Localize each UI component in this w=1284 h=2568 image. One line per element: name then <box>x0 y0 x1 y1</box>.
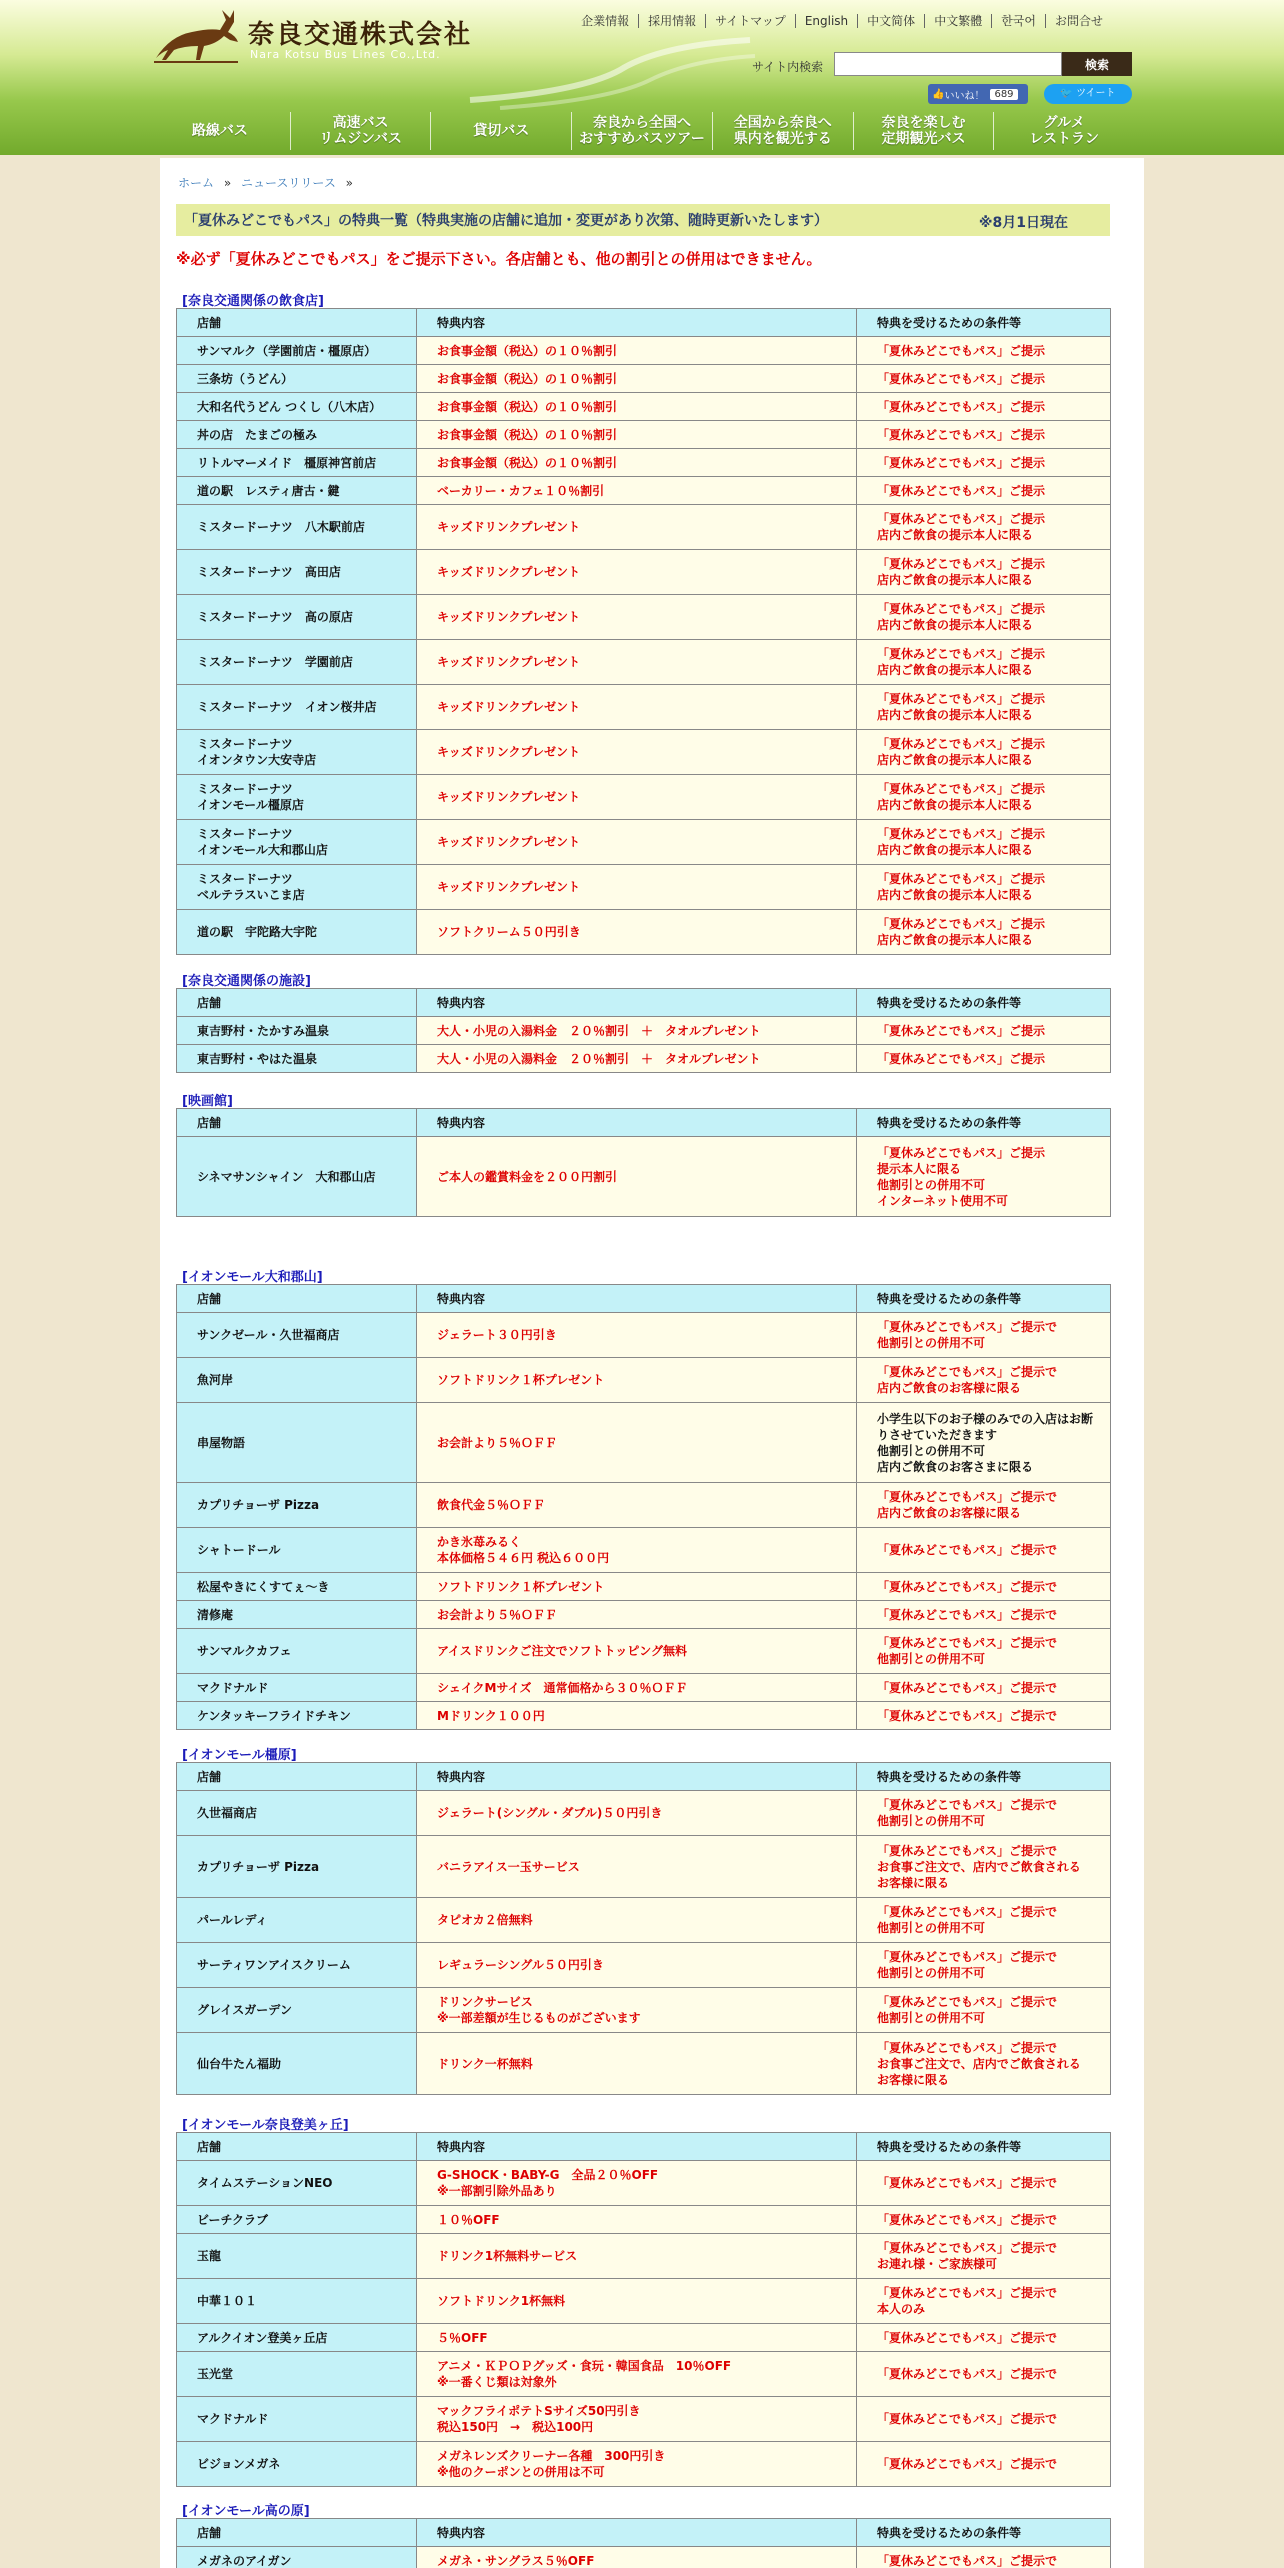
main-content <box>160 158 1144 2568</box>
table-row <box>177 2033 1111 2095</box>
table-row <box>177 1674 1111 1702</box>
benefit-cell: お食事金額（税込）の１０％割引 <box>417 421 857 449</box>
condition-cell: 「夏休みどこでもパス」ご提示 店内ご飲食の提示本人に限る <box>857 550 1111 595</box>
condition-cell: 「夏休みどこでもパス」ご提示で <box>857 2442 1111 2487</box>
store-cell: 道の駅 宇陀路大宇陀 <box>177 910 417 955</box>
store-cell: シネマサンシャイン 大和郡山店 <box>177 1137 417 1217</box>
section-title: [映画館] <box>182 1094 233 1109</box>
benefit-cell: ジェラート(シングル・ダブル)５０円引き <box>417 1791 857 1836</box>
benefit-cell: レギュラーシングル５０円引き <box>417 1943 857 1988</box>
table-row <box>177 910 1111 955</box>
store-cell: 三条坊（うどん） <box>177 365 417 393</box>
condition-cell: 「夏休みどこでもパス」ご提示で お食事ご注文で、店内でご飲食される お客様に限る <box>857 1836 1111 1898</box>
table-row <box>177 1483 1111 1528</box>
search-button[interactable]: 検索 <box>1062 52 1132 76</box>
header-benefit: 特典内容 <box>417 1285 857 1313</box>
top-link-traditional-chinese[interactable]: 中文繁體 <box>924 14 991 28</box>
top-link-contact[interactable]: お問合せ <box>1045 14 1112 28</box>
table-row <box>177 449 1111 477</box>
breadcrumb <box>178 174 359 191</box>
benefit-cell: 飲食代金５％ＯＦＦ <box>417 1483 857 1528</box>
benefit-cell: お食事金額（税込）の１０％割引 <box>417 337 857 365</box>
condition-cell: 「夏休みどこでもパス」ご提示 店内ご飲食の提示本人に限る <box>857 775 1111 820</box>
like-count: 689 <box>990 89 1017 100</box>
header-condition: 特典を受けるための条件等 <box>857 1285 1111 1313</box>
table-row <box>177 505 1111 550</box>
table-row <box>177 1313 1111 1358</box>
condition-cell: 「夏休みどこでもパス」ご提示 <box>857 477 1111 505</box>
store-cell: シャトードール <box>177 1528 417 1573</box>
table-row <box>177 775 1111 820</box>
twitter-bird-icon: 🐦 <box>1060 88 1073 99</box>
store-cell: ミスタードーナツ ベルテラスいこま店 <box>177 865 417 910</box>
benefit-cell: キッズドリンクプレゼント <box>417 505 857 550</box>
table-row <box>177 1988 1111 2033</box>
table-row <box>177 1017 1111 1045</box>
store-cell: ミスタードーナツ イオンモール橿原店 <box>177 775 417 820</box>
header-benefit: 特典内容 <box>417 1763 857 1791</box>
benefit-table <box>176 2132 1111 2487</box>
benefit-table <box>176 1108 1111 1217</box>
table-header-row <box>177 2519 1111 2547</box>
nav-route-bus[interactable]: 路線バス <box>191 123 248 139</box>
table-row <box>177 1358 1111 1403</box>
condition-cell: 「夏休みどこでもパス」ご提示 <box>857 337 1111 365</box>
top-link-simplified-chinese[interactable]: 中文简体 <box>857 14 924 28</box>
benefit-cell: Mドリンク１００円 <box>417 1702 857 1730</box>
section-title: [イオンモール大和郡山] <box>182 1270 323 1285</box>
benefit-table <box>176 1762 1111 2095</box>
header-benefit: 特典内容 <box>417 309 857 337</box>
notice-date: ※8月1日現在 <box>978 215 1068 231</box>
condition-cell: 「夏休みどこでもパス」ご提示で <box>857 2161 1111 2206</box>
nav-bus-tours[interactable]: 奈良から全国へ おすすめバスツアー <box>571 112 712 150</box>
table-row <box>177 1601 1111 1629</box>
section-title: [イオンモール橿原] <box>182 1748 297 1763</box>
table-row <box>177 595 1111 640</box>
table-header-row <box>177 309 1111 337</box>
tweet-button[interactable] <box>1044 84 1132 104</box>
benefit-cell: キッズドリンクプレゼント <box>417 730 857 775</box>
table-row <box>177 2547 1111 2568</box>
condition-cell: 「夏休みどこでもパス」ご提示で <box>857 2324 1111 2352</box>
top-links <box>572 14 1112 28</box>
table-row <box>177 1403 1111 1483</box>
condition-cell: 小学生以下のお子様のみでの入店はお断りさせていただきます 他割引との併用不可 店内ご飲食のお客さまに限る <box>857 1403 1111 1483</box>
company-name-en: Nara Kotsu Bus Lines Co.,Ltd. <box>250 48 441 61</box>
table-row <box>177 1528 1111 1573</box>
condition-cell: 「夏休みどこでもパス」ご提示で <box>857 1528 1111 1573</box>
notice-banner <box>176 204 1110 236</box>
condition-cell: 「夏休みどこでもパス」ご提示 店内ご飲食の提示本人に限る <box>857 640 1111 685</box>
store-cell: ミスタードーナツ イオン桜井店 <box>177 685 417 730</box>
benefit-cell: シェイクMサイズ 通常価格から３０％ＯＦＦ <box>417 1674 857 1702</box>
breadcrumb-home[interactable]: ホーム <box>178 176 215 190</box>
condition-cell: 「夏休みどこでもパス」ご提示 店内ご飲食の提示本人に限る <box>857 865 1111 910</box>
tweet-label: ツイート <box>1076 88 1116 99</box>
condition-cell: 「夏休みどこでもパス」ご提示 <box>857 421 1111 449</box>
breadcrumb-news[interactable]: ニュースリリース <box>241 176 336 190</box>
header-store: 店舗 <box>177 1285 417 1313</box>
benefit-cell: キッズドリンクプレゼント <box>417 685 857 730</box>
table-row <box>177 2279 1111 2324</box>
header-store: 店舗 <box>177 1109 417 1137</box>
table-row <box>177 2442 1111 2487</box>
top-link-korean[interactable]: 한국어 <box>991 14 1045 28</box>
store-cell: サンマルク（学園前店・橿原店） <box>177 337 417 365</box>
benefit-cell: タピオカ２倍無料 <box>417 1898 857 1943</box>
top-link-sitemap[interactable]: サイトマップ <box>705 14 795 28</box>
benefit-cell: メガネ・サングラス５％OFF <box>417 2547 857 2568</box>
store-cell: 大和名代うどん つくし（八木店） <box>177 393 417 421</box>
store-cell: マクドナルド <box>177 2397 417 2442</box>
table-row <box>177 2206 1111 2234</box>
condition-cell: 「夏休みどこでもパス」ご提示で <box>857 2206 1111 2234</box>
table-row <box>177 2161 1111 2206</box>
condition-cell: 「夏休みどこでもパス」ご提示で 他割引との併用不可 <box>857 1988 1111 2033</box>
benefit-cell: キッズドリンクプレゼント <box>417 865 857 910</box>
breadcrumb-separator: » <box>345 176 353 190</box>
header-benefit: 特典内容 <box>417 2133 857 2161</box>
header-condition: 特典を受けるための条件等 <box>857 1763 1111 1791</box>
condition-cell: 「夏休みどこでもパス」ご提示 店内ご飲食の提示本人に限る <box>857 910 1111 955</box>
benefit-table <box>176 2518 1111 2568</box>
table-header-row <box>177 1285 1111 1313</box>
condition-cell: 「夏休みどこでもパス」ご提示 <box>857 1017 1111 1045</box>
benefit-cell: キッズドリンクプレゼント <box>417 595 857 640</box>
condition-cell: 「夏休みどこでもパス」ご提示で お食事ご注文で、店内でご飲食される お客様に限る <box>857 2033 1111 2095</box>
table-row <box>177 477 1111 505</box>
notice-title: 「夏休みどこでもパス」の特典一覧（特典実施の店舗に追加・変更があり次第、随時更新いたします） <box>184 213 828 229</box>
store-cell: 魚河岸 <box>177 1358 417 1403</box>
store-cell: カプリチョーザ Pizza <box>177 1483 417 1528</box>
store-cell: ミスタードーナツ 高の原店 <box>177 595 417 640</box>
condition-cell: 「夏休みどこでもパス」ご提示 店内ご飲食の提示本人に限る <box>857 730 1111 775</box>
benefit-cell: ソフトドリンク１杯プレゼント <box>417 1358 857 1403</box>
store-cell: 中華１０１ <box>177 2279 417 2324</box>
store-cell: サンクゼール・久世福商店 <box>177 1313 417 1358</box>
header-store: 店舗 <box>177 1763 417 1791</box>
benefit-cell: ソフトクリーム５０円引き <box>417 910 857 955</box>
header-swoosh-decoration <box>460 30 760 110</box>
nav-gourmet[interactable]: グルメ レストラン <box>993 112 1134 150</box>
table-row <box>177 2397 1111 2442</box>
store-cell: 道の駅 レスティ唐古・鍵 <box>177 477 417 505</box>
store-cell: 仙台牛たん福助 <box>177 2033 417 2095</box>
site-header <box>0 0 1284 155</box>
table-header-row <box>177 989 1111 1017</box>
top-link-recruit[interactable]: 採用情報 <box>638 14 705 28</box>
header-condition: 特典を受けるための条件等 <box>857 2133 1111 2161</box>
company-logo[interactable] <box>150 6 500 62</box>
benefit-table <box>176 988 1111 1073</box>
top-link-english[interactable]: English <box>795 14 857 28</box>
table-row <box>177 640 1111 685</box>
condition-cell: 「夏休みどこでもパス」ご提示で 他割引との併用不可 <box>857 1943 1111 1988</box>
facebook-like-button[interactable] <box>928 84 1028 104</box>
nav-regular-tours[interactable]: 奈良を楽しむ 定期観光バス <box>853 112 994 150</box>
condition-cell: 「夏休みどこでもパス」ご提示で 他割引との併用不可 <box>857 1629 1111 1674</box>
section-title: [イオンモール奈良登美ヶ丘] <box>182 2118 349 2133</box>
store-cell: カプリチョーザ Pizza <box>177 1836 417 1898</box>
condition-cell: 「夏休みどこでもパス」ご提示で 店内ご飲食のお客様に限る <box>857 1358 1111 1403</box>
deer-logo-icon <box>150 6 242 64</box>
table-row <box>177 1137 1111 1217</box>
table-header-row <box>177 1109 1111 1137</box>
section-title: [奈良交通関係の施設] <box>182 974 311 989</box>
header-benefit: 特典内容 <box>417 2519 857 2547</box>
condition-cell: 「夏休みどこでもパス」ご提示 <box>857 393 1111 421</box>
condition-cell: 「夏休みどこでもパス」ご提示 <box>857 1045 1111 1073</box>
benefit-cell: メガネレンズクリーナー各種 300円引き ※他のクーポンとの併用は不可 <box>417 2442 857 2487</box>
condition-cell: 「夏休みどこでもパス」ご提示で <box>857 1601 1111 1629</box>
condition-cell: 「夏休みどこでもパス」ご提示で お連れ様・ご家族様可 <box>857 2234 1111 2279</box>
condition-cell: 「夏休みどこでもパス」ご提示 提示本人に限る 他割引との併用不可 インターネット使用不可 <box>857 1137 1111 1217</box>
store-cell: 松屋やきにくすてぇ～き <box>177 1573 417 1601</box>
table-row <box>177 1898 1111 1943</box>
table-row <box>177 1702 1111 1730</box>
store-cell: ケンタッキーフライドチキン <box>177 1702 417 1730</box>
table-row <box>177 1045 1111 1073</box>
table-row <box>177 1573 1111 1601</box>
store-cell: サーティワンアイスクリーム <box>177 1943 417 1988</box>
table-row <box>177 337 1111 365</box>
benefit-cell: キッズドリンクプレゼント <box>417 820 857 865</box>
nav-highway-bus[interactable]: 高速バス リムジンバス <box>290 112 431 150</box>
benefit-cell: ベーカリー・カフェ１０％割引 <box>417 477 857 505</box>
benefit-cell: お会計より５％ＯＦＦ <box>417 1403 857 1483</box>
store-cell: 玉光堂 <box>177 2352 417 2397</box>
benefit-cell: ご本人の鑑賞料金を２００円割引 <box>417 1137 857 1217</box>
benefit-cell: キッズドリンクプレゼント <box>417 640 857 685</box>
condition-cell: 「夏休みどこでもパス」ご提示で 本人のみ <box>857 2279 1111 2324</box>
store-cell: リトルマーメイド 橿原神宮前店 <box>177 449 417 477</box>
table-row <box>177 550 1111 595</box>
store-cell: サンマルクカフェ <box>177 1629 417 1674</box>
table-row <box>177 1629 1111 1674</box>
benefit-cell: バニラアイス一玉サービス <box>417 1836 857 1898</box>
store-cell: ビジョンメガネ <box>177 2442 417 2487</box>
header-condition: 特典を受けるための条件等 <box>857 989 1111 1017</box>
benefit-table <box>176 1284 1111 1730</box>
condition-cell: 「夏休みどこでもパス」ご提示で 他割引との併用不可 <box>857 1313 1111 1358</box>
table-row <box>177 1836 1111 1898</box>
table-row <box>177 685 1111 730</box>
store-cell: 串屋物語 <box>177 1403 417 1483</box>
thumbs-up-icon: 👍 <box>932 88 945 100</box>
benefit-cell: キッズドリンクプレゼント <box>417 775 857 820</box>
table-row <box>177 730 1111 775</box>
company-name: 奈良交通株式会社 <box>248 20 473 50</box>
header-benefit: 特典内容 <box>417 1109 857 1137</box>
benefit-cell: 大人・小児の入湯料金 ２０％割引 ＋ タオルプレゼント <box>417 1045 857 1073</box>
header-condition: 特典を受けるための条件等 <box>857 309 1111 337</box>
condition-cell: 「夏休みどこでもパス」ご提示で 他割引との併用不可 <box>857 1898 1111 1943</box>
search-input[interactable] <box>834 52 1062 76</box>
benefit-cell: ドリンクサービス ※一部差額が生じるものがございます <box>417 1988 857 2033</box>
benefit-cell: ソフトドリンク1杯無料 <box>417 2279 857 2324</box>
header-store: 店舗 <box>177 309 417 337</box>
condition-cell: 「夏休みどこでもパス」ご提示 店内ご飲食の提示本人に限る <box>857 820 1111 865</box>
header-store: 店舗 <box>177 2133 417 2161</box>
condition-cell: 「夏休みどこでもパス」ご提示で <box>857 2352 1111 2397</box>
benefit-cell: ドリンク1杯無料サービス <box>417 2234 857 2279</box>
header-condition: 特典を受けるための条件等 <box>857 2519 1111 2547</box>
store-cell: 清修庵 <box>177 1601 417 1629</box>
header-benefit: 特典内容 <box>417 989 857 1017</box>
condition-cell: 「夏休みどこでもパス」ご提示で <box>857 2397 1111 2442</box>
condition-cell: 「夏休みどこでもパス」ご提示で 店内ご飲食のお客様に限る <box>857 1483 1111 1528</box>
store-cell: アルクイオン登美ヶ丘店 <box>177 2324 417 2352</box>
nav-sightseeing[interactable]: 全国から奈良へ 県内を観光する <box>712 112 853 150</box>
header-store: 店舗 <box>177 2519 417 2547</box>
table-row <box>177 365 1111 393</box>
condition-cell: 「夏休みどこでもパス」ご提示 店内ご飲食の提示本人に限る <box>857 595 1111 640</box>
table-row <box>177 2352 1111 2397</box>
benefit-cell: ５％OFF <box>417 2324 857 2352</box>
table-header-row <box>177 2133 1111 2161</box>
benefit-cell: お食事金額（税込）の１０％割引 <box>417 365 857 393</box>
table-row <box>177 421 1111 449</box>
like-label: いいね！ <box>944 90 985 102</box>
benefit-table <box>176 308 1111 955</box>
table-row <box>177 820 1111 865</box>
store-cell: ミスタードーナツ イオンタウン大安寺店 <box>177 730 417 775</box>
table-row <box>177 865 1111 910</box>
store-cell: 丼の店 たまごの極み <box>177 421 417 449</box>
header-condition: 特典を受けるための条件等 <box>857 1109 1111 1137</box>
nav-charter-bus[interactable]: 貸切バス <box>430 112 571 150</box>
store-cell: 東吉野村・たかすみ温泉 <box>177 1017 417 1045</box>
store-cell: パールレディ <box>177 1898 417 1943</box>
top-link-company[interactable]: 企業情報 <box>581 14 630 28</box>
benefit-cell: マックフライポテトSサイズ50円引き 税込150円 → 税込100円 <box>417 2397 857 2442</box>
store-cell: メガネのアイガン <box>177 2547 417 2568</box>
condition-cell: 「夏休みどこでもパス」ご提示 店内ご飲食の提示本人に限る <box>857 505 1111 550</box>
condition-cell: 「夏休みどこでもパス」ご提示で <box>857 1702 1111 1730</box>
benefit-cell: お食事金額（税込）の１０％割引 <box>417 449 857 477</box>
benefit-cell: G-SHOCK・BABY-G 全品２０％OFF ※一部割引除外品あり <box>417 2161 857 2206</box>
benefit-cell: お会計より５％ＯＦＦ <box>417 1601 857 1629</box>
benefit-cell: かき氷苺みるく 本体価格５４６円 税込６００円 <box>417 1528 857 1573</box>
benefit-cell: １０％OFF <box>417 2206 857 2234</box>
condition-cell: 「夏休みどこでもパス」ご提示 <box>857 365 1111 393</box>
store-cell: ミスタードーナツ 八木駅前店 <box>177 505 417 550</box>
table-row <box>177 2324 1111 2352</box>
store-cell: ビーチクラブ <box>177 2206 417 2234</box>
condition-cell: 「夏休みどこでもパス」ご提示で <box>857 1674 1111 1702</box>
table-header-row <box>177 1763 1111 1791</box>
table-row <box>177 1791 1111 1836</box>
store-cell: ミスタードーナツ イオンモール大和郡山店 <box>177 820 417 865</box>
section-title: [奈良交通関係の飲食店] <box>182 294 324 309</box>
store-cell: マクドナルド <box>177 1674 417 1702</box>
table-row <box>177 1943 1111 1988</box>
condition-cell: 「夏休みどこでもパス」ご提示で <box>857 1573 1111 1601</box>
benefit-cell: ジェラート３０円引き <box>417 1313 857 1358</box>
store-cell: 東吉野村・やはた温泉 <box>177 1045 417 1073</box>
store-cell: 久世福商店 <box>177 1791 417 1836</box>
header-store: 店舗 <box>177 989 417 1017</box>
search-label: サイト内検索 <box>752 60 824 74</box>
benefit-cell: キッズドリンクプレゼント <box>417 550 857 595</box>
condition-cell: 「夏休みどこでもパス」ご提示で 他割引との併用不可 <box>857 1791 1111 1836</box>
benefit-cell: ソフトドリンク１杯プレゼント <box>417 1573 857 1601</box>
benefit-cell: アニメ・ＫＰＯＰグッズ・食玩・韓国食品 10％OFF ※一番くじ類は対象外 <box>417 2352 857 2397</box>
store-cell: ミスタードーナツ 高田店 <box>177 550 417 595</box>
benefit-cell: 大人・小児の入湯料金 ２０％割引 ＋ タオルプレゼント <box>417 1017 857 1045</box>
store-cell: タイムステーションNEO <box>177 2161 417 2206</box>
benefit-cell: アイスドリンクご注文でソフトトッピング無料 <box>417 1629 857 1674</box>
condition-cell: 「夏休みどこでもパス」ご提示 <box>857 449 1111 477</box>
warning-text: ※必ず「夏休みどこでもパス」をご提示下さい。各店舗とも、他の割引との併用はできません。 <box>176 250 822 268</box>
store-cell: 玉龍 <box>177 2234 417 2279</box>
table-row <box>177 2234 1111 2279</box>
condition-cell: 「夏休みどこでもパス」ご提示 店内ご飲食の提示本人に限る <box>857 685 1111 730</box>
table-row <box>177 393 1111 421</box>
condition-cell: 「夏休みどこでもパス」ご提示で <box>857 2547 1111 2568</box>
benefit-cell: お食事金額（税込）の１０％割引 <box>417 393 857 421</box>
store-cell: ミスタードーナツ 学園前店 <box>177 640 417 685</box>
store-cell: グレイスガーデン <box>177 1988 417 2033</box>
section-title: [イオンモール高の原] <box>182 2504 310 2519</box>
breadcrumb-separator: » <box>223 176 232 190</box>
global-nav <box>150 112 1134 150</box>
benefit-cell: ドリンク一杯無料 <box>417 2033 857 2095</box>
